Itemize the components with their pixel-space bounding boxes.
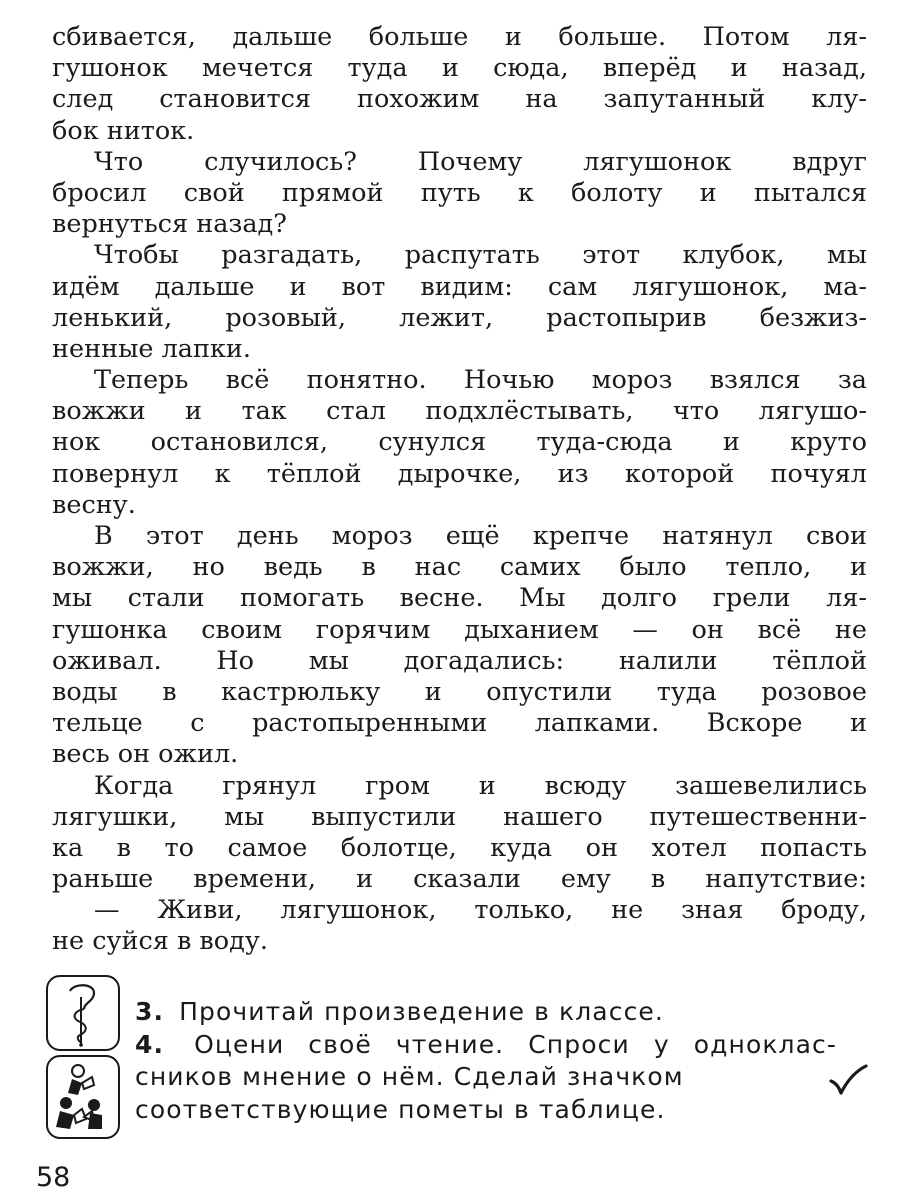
story-line: гушонок мечется туда и сюда, вперёд и назад, <box>52 53 867 84</box>
story-line: ка в то самое болотце, куда он хотел попасть <box>52 832 867 863</box>
story-line: нок остановился, сунулся туда-сюда и круто <box>52 427 867 458</box>
task-4-line <box>135 1029 837 1062</box>
story-line: весну. <box>52 489 136 520</box>
story-line: гушонка своим горячим дыханием — он всё не <box>52 614 867 645</box>
story-line: В этот день мороз ещё крепче натянул свои <box>94 521 867 551</box>
task-text: Прочитай произведение в классе. <box>179 997 664 1026</box>
story-line: вернуться назад? <box>52 209 287 240</box>
task-number: 4. <box>135 1029 165 1059</box>
story-line: след становится похожим на запутанный клу- <box>52 84 867 115</box>
page-number: 58 <box>36 1162 71 1193</box>
story-line: бросил свой прямой путь к болоту и пытался <box>52 177 867 208</box>
story-line: Чтобы разгадать, распутать этот клубок, мы <box>94 240 867 271</box>
story-line: раньше времени, и сказали ему в напутствие: <box>52 864 867 895</box>
story-text <box>52 22 867 958</box>
task-3 <box>135 996 875 1029</box>
story-line: — Живи, лягушонок, только, не зная броду, <box>94 895 867 926</box>
checkmark-icon <box>828 1063 868 1097</box>
story-line: Когда грянул гром и всюду зашевелились <box>94 770 867 801</box>
story-line: идём дальше и вот видим: сам лягушонок, ма- <box>52 271 867 302</box>
tasks-block <box>135 996 875 1126</box>
story-line: не суйся в воду. <box>52 926 268 957</box>
story-line: мы стали помогать весне. Мы долго грели ля- <box>52 583 867 614</box>
story-line: тельце с растопыренными лапками. Вскоре и <box>52 708 867 739</box>
pair-reading-icon <box>46 1055 120 1139</box>
task-4-line: соответствующие пометы в таблице. <box>135 1094 666 1124</box>
story-line: сбивается, дальше больше и больше. Потом ля- <box>52 22 867 52</box>
story-line: лягушки, мы выпустили нашего путешественни- <box>52 801 867 832</box>
story-line: ненные лапки. <box>52 333 252 364</box>
story-line: оживал. Но мы догадались: налили тёплой <box>52 645 867 676</box>
story-line: весь он ожил. <box>52 739 239 770</box>
story-line: вожжи и так стал подхлёстывать, что лягушо- <box>52 396 867 427</box>
task-4-line: сников мнение о нём. Сделай значком <box>135 1062 684 1091</box>
story-line: бок ниток. <box>52 115 195 146</box>
task-text: Оцени своё чтение. Спроси у однoклас- <box>194 1029 838 1059</box>
reading-pointer-icon <box>46 975 120 1051</box>
story-line: повернул к тёплой дырочке, из которой почуял <box>52 458 867 489</box>
story-line: Что случилось? Почему лягушонок вдруг <box>94 146 867 177</box>
story-line: воды в кастрюльку и опустили туда розовое <box>52 676 867 707</box>
story-line: ленький, розовый, лежит, растопырив безжиз- <box>52 302 867 333</box>
story-line: Теперь всё понятно. Ночью мороз взялся за <box>94 365 867 396</box>
story-line: вожжи, но ведь в нас самих было тепло, и <box>52 552 867 583</box>
task-number: 3. <box>135 997 165 1026</box>
